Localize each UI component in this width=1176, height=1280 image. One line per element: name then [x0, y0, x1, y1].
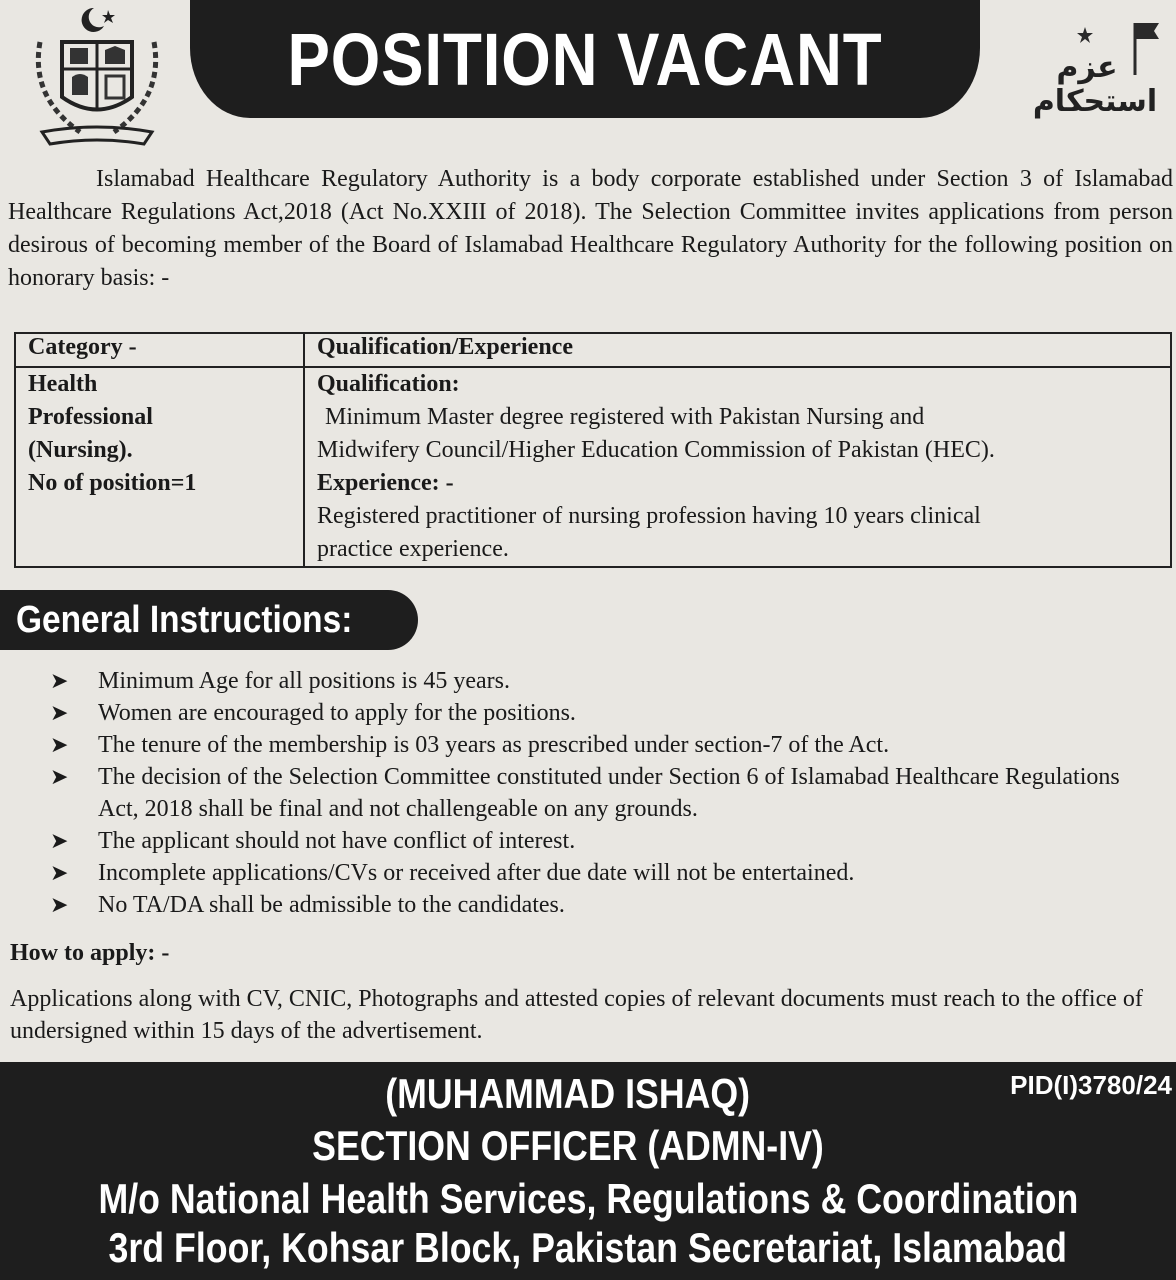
general-instructions-heading: General Instructions:	[16, 598, 353, 641]
list-item: ➤ No TA/DA shall be admissible to the candidates.	[50, 889, 1160, 921]
how-to-apply-label: How to apply: -	[10, 940, 170, 966]
azm-e-istehkam-logo	[995, 5, 1170, 160]
officer-name: (MUHAMMAD ISHAQ)	[385, 1070, 751, 1117]
category-line: Professional	[28, 404, 153, 430]
government-emblem	[22, 2, 172, 162]
svg-text:عزم: عزم	[1056, 50, 1118, 85]
arrow-bullet-icon: ➤	[50, 700, 69, 725]
arrow-bullet-icon: ➤	[50, 732, 69, 757]
how-to-apply-text: Applications along with CV, CNIC, Photographs and attested copies of relevant documents must reach to the office of undersigned within 15 days of the advertisement.	[10, 986, 1143, 1044]
signature-footer	[0, 1062, 1176, 1280]
arrow-bullet-icon: ➤	[50, 892, 69, 917]
office-address: 3rd Floor, Kohsar Block, Pakistan Secretariat, Islamabad	[108, 1224, 1068, 1271]
page-title: POSITION VACANT	[287, 17, 883, 101]
experience-label: Experience: -	[317, 470, 454, 496]
qualification-line: Midwifery Council/Higher Education Commission of Pakistan (HEC).	[317, 437, 995, 463]
table-header-row	[15, 333, 1171, 367]
arrow-bullet-icon: ➤	[50, 764, 69, 789]
arrow-bullet-icon: ➤	[50, 828, 69, 853]
officer-designation: SECTION OFFICER (ADMN-IV)	[312, 1122, 824, 1169]
arrow-bullet-icon: ➤	[50, 668, 69, 693]
category-line: Health	[28, 371, 98, 397]
category-cell	[15, 367, 304, 567]
experience-line: practice experience.	[317, 536, 509, 562]
experience-line: Registered practitioner of nursing profession having 10 years clinical	[317, 503, 981, 529]
qualification-line: Minimum Master degree registered with Pakistan Nursing and	[325, 404, 925, 430]
category-line: No of position=1	[28, 470, 197, 496]
arrow-bullet-icon: ➤	[50, 860, 69, 885]
list-item: ➤ Incomplete applications/CVs or received after due date will not be entertained.	[50, 857, 1160, 889]
general-instructions-banner	[0, 590, 418, 650]
title-banner	[190, 0, 980, 118]
position-table	[14, 332, 1172, 568]
list-item: ➤ The tenure of the membership is 03 years as prescribed under section-7 of the Act.	[50, 729, 1160, 761]
list-item: ➤ The applicant should not have conflict of interest.	[50, 825, 1160, 857]
intro-paragraph: Islamabad Healthcare Regulatory Authority is a body corporate established under Section 3 of Islamabad Healthcare Regulations Act,2018 (Act No.XXIII of 2018). The Selection Committee invites applications from person desirous of becoming member of the Board of Islamabad Healthcare Regulatory Authority for the following position on honorary basis: -	[8, 166, 1173, 291]
category-line: (Nursing).	[28, 437, 133, 463]
list-item: ➤ Minimum Age for all positions is 45 years.	[50, 665, 1160, 697]
list-item: ➤ The decision of the Selection Committee constituted under Section 6 of Islamabad Healthcare Regulations Act, 2018 shall be final and not challengeable on any grounds.	[50, 761, 1160, 825]
header-category: Category -	[15, 333, 304, 367]
table-row	[15, 367, 1171, 567]
header-qualification: Qualification/Experience	[304, 333, 1171, 367]
qualification-label: Qualification:	[317, 371, 460, 397]
list-item: ➤ Women are encouraged to apply for the positions.	[50, 697, 1160, 729]
svg-text:استحکام: استحکام	[1032, 84, 1158, 119]
instructions-list	[50, 665, 1160, 921]
pid-number: PID(I)3780/24	[1010, 1070, 1172, 1100]
qualification-cell	[304, 367, 1171, 567]
ministry-name: M/o National Health Services, Regulations & Coordination	[98, 1175, 1078, 1222]
